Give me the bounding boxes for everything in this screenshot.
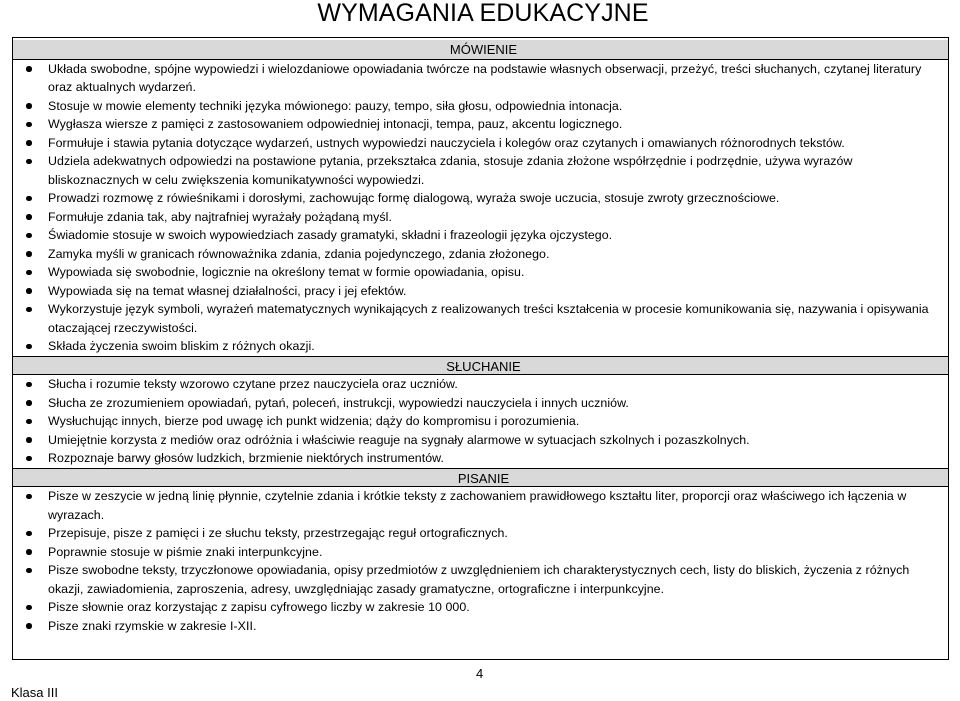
page-number: 4 bbox=[476, 666, 484, 681]
list-item: Składa życzenia swoim bliskim z różnych okazji. bbox=[13, 337, 942, 356]
speaking-list bbox=[13, 60, 948, 356]
list-item: Pisze słownie oraz korzystając z zapisu cyfrowego liczby w zakresie 10 000. bbox=[13, 598, 942, 617]
list-item: Zamyka myśli w granicach równoważnika zdania, zdania pojedynczego, zdania złożonego. bbox=[13, 245, 942, 264]
list-item: Świadomie stosuje w swoich wypowiedziach zasady gramatyki, składni i frazeologii języka ojczystego. bbox=[13, 226, 942, 245]
list-item: Wygłasza wiersze z pamięci z zastosowaniem odpowiedniej intonacji, tempa, pauz, akcentu logicznego. bbox=[13, 115, 942, 134]
requirements-table bbox=[12, 37, 949, 660]
list-item: Wysłuchując innych, bierze pod uwagę ich punkt widzenia; dąży do kompromisu i porozumienia. bbox=[13, 412, 942, 431]
list-item: Pisze znaki rzymskie w zakresie I-XII. bbox=[13, 617, 942, 636]
list-item: Wypowiada się swobodnie, logicznie na określony temat w formie opowiadania, opisu. bbox=[13, 263, 942, 282]
list-item: Pisze w zeszycie w jedną linię płynnie, czytelnie zdania i krótkie teksty z zachowaniem prawidłowego kształtu liter, proporcji oraz właściwego ich łączenia w wyrazach. bbox=[13, 487, 942, 524]
class-label: Klasa III bbox=[11, 685, 58, 700]
list-item: Stosuje w mowie elementy techniki języka mówionego: pauzy, tempo, siła głosu, odpowiednia intonacja. bbox=[13, 97, 942, 116]
section-header-label: SŁUCHANIE bbox=[446, 358, 521, 374]
writing-list bbox=[13, 487, 948, 635]
page-title: WYMAGANIA EDUKACYJNE bbox=[317, 0, 649, 27]
list-item: Umiejętnie korzysta z mediów oraz odróżnia i właściwie reaguje na sygnały alarmowe w sytuacjach szkolnych i pozaszkolnych. bbox=[13, 431, 942, 450]
section-header-listening bbox=[13, 356, 948, 376]
list-item: Słucha i rozumie teksty wzorowo czytane przez nauczyciela oraz uczniów. bbox=[13, 375, 942, 394]
listening-list bbox=[13, 375, 948, 468]
list-item: Przepisuje, pisze z pamięci i ze słuchu teksty, przestrzegając reguł ortograficznych. bbox=[13, 524, 942, 543]
list-item: Rozpoznaje barwy głosów ludzkich, brzmienie niektórych instrumentów. bbox=[13, 449, 942, 468]
list-item: Udziela adekwatnych odpowiedzi na postawione pytania, przekształca zdania, stosuje zdania złożone współrzędnie i podrzędnie, używa wyrazów bliskoznacznych w celu zwiększenia komunikatywności wypowiedzi. bbox=[13, 152, 942, 189]
list-item: Pisze swobodne teksty, trzyczłonowe opowiadania, opisy przedmiotów z uwzględnieniem ich charakterystycznych cech, listy do bliskich, życzenia z różnych okazji, zawiadomienia, zaproszenia, adresy, uwzględniając zasady gramatyczne, ortograficzne i interpunkcyjne. bbox=[13, 561, 942, 598]
section-header-label: MÓWIENIE bbox=[449, 42, 518, 57]
list-item: Formułuje zdania tak, aby najtrafniej wyrażały pożądaną myśl. bbox=[13, 208, 942, 227]
list-item: Słucha ze zrozumieniem opowiadań, pytań, poleceń, instrukcji, wypowiedzi nauczyciela i innych uczniów. bbox=[13, 394, 942, 413]
list-item: Układa swobodne, spójne wypowiedzi i wielozdaniowe opowiadania twórcze na podstawie własnych obserwacji, przeżyć, treści słuchanych, czytanej literatury oraz aktualnych wydarzeń. bbox=[13, 60, 942, 97]
list-item: Wypowiada się na temat własnej działalności, pracy i jej efektów. bbox=[13, 282, 942, 301]
section-header-label: PISANIE bbox=[457, 470, 510, 486]
list-item: Wykorzystuje język symboli, wyrażeń matematycznych wynikających z realizowanych treści kształcenia w procesie komunikowania się, nazywania i opisywania otaczającej rzeczywistości. bbox=[13, 300, 942, 337]
list-item: Poprawnie stosuje w piśmie znaki interpunkcyjne. bbox=[13, 543, 942, 562]
list-item: Prowadzi rozmowę z rówieśnikami i dorosłymi, zachowując formę dialogową, wyraża swoje uczucia, stosuje zwroty grzecznościowe. bbox=[13, 189, 942, 208]
section-header-writing bbox=[13, 468, 948, 488]
list-item: Formułuje i stawia pytania dotyczące wydarzeń, ustnych wypowiedzi nauczyciela i kolegów oraz czytanych i omawianych różnorodnych tekstów. bbox=[13, 134, 942, 153]
section-header-speaking bbox=[13, 40, 948, 60]
